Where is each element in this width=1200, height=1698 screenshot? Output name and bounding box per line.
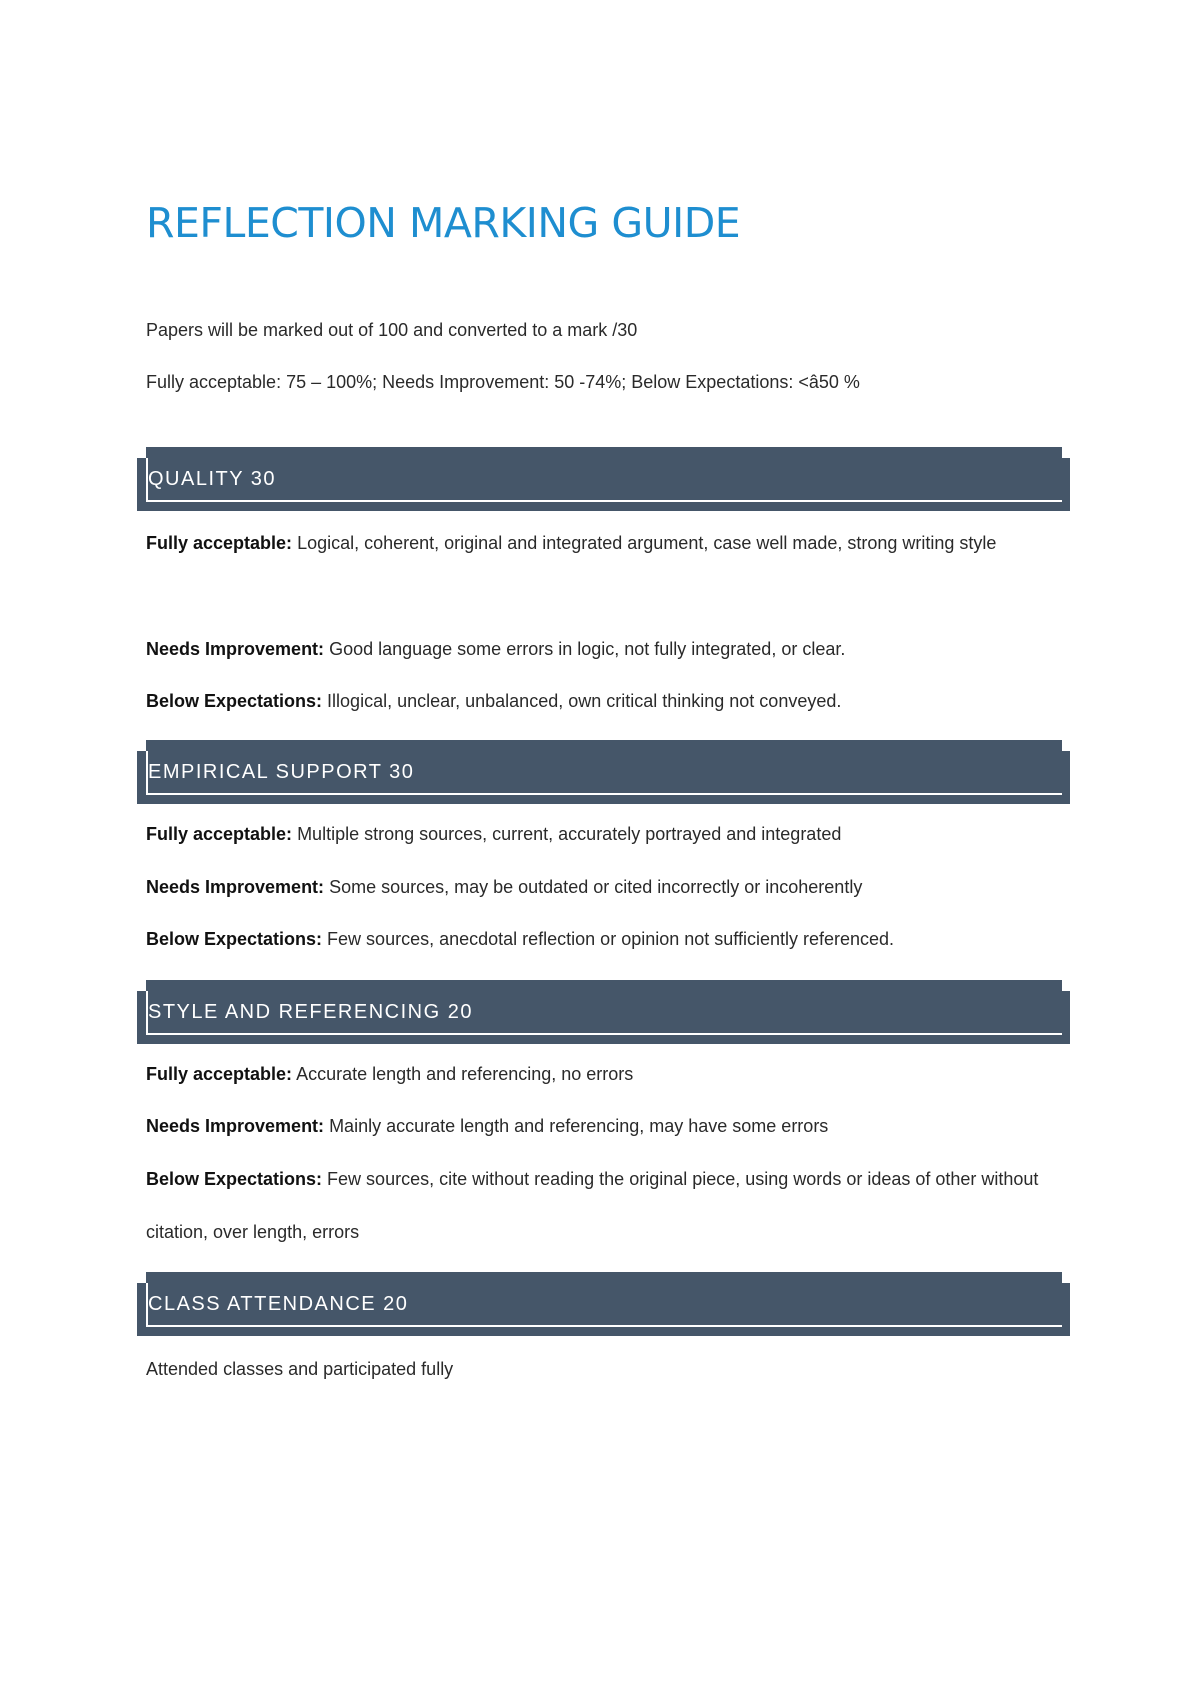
section-heading-label: EMPIRICAL SUPPORT 30 <box>148 761 415 783</box>
criterion-empirical-needs-improvement <box>146 861 1066 914</box>
criterion-empirical-below-expectations <box>146 913 1066 966</box>
criterion-text: Few sources, cite without reading the original piece, using words or ideas of other without citation, over length, errors <box>146 1169 1039 1242</box>
criterion-quality-below-expectations <box>146 675 1066 728</box>
section-heading-style-referencing <box>137 980 1070 1044</box>
section-heading-class-attendance <box>137 1272 1070 1336</box>
section-heading-label: STYLE AND REFERENCING 20 <box>148 1001 473 1023</box>
intro-line-marking: Papers will be marked out of 100 and converted to a mark /30 <box>146 320 638 340</box>
criterion-term: Below Expectations: <box>146 691 323 711</box>
criterion-text: Some sources, may be outdated or cited incorrectly or incoherently <box>324 877 863 897</box>
criterion-term: Fully acceptable: <box>146 1064 293 1084</box>
criterion-empirical-fully-acceptable <box>146 808 1066 861</box>
intro-line-ranges: Fully acceptable: 75 – 100%; Needs Improvement: 50 -74%; Below Expectations: <â50 % <box>146 372 860 392</box>
criterion-term: Needs Improvement: <box>146 877 325 897</box>
criterion-term: Needs Improvement: <box>146 1116 325 1136</box>
criterion-term: Fully acceptable: <box>146 824 293 844</box>
criterion-term: Below Expectations: <box>146 929 323 949</box>
criterion-text: Few sources, anecdotal reflection or opinion not sufficiently referenced. <box>322 929 895 949</box>
criterion-text: Mainly accurate length and referencing, may have some errors <box>324 1116 829 1136</box>
criterion-text: Multiple strong sources, current, accurately portrayed and integrated <box>292 824 842 844</box>
criterion-style-fully-acceptable <box>146 1048 1066 1101</box>
criterion-quality-needs-improvement <box>146 623 1066 676</box>
section-heading-quality <box>137 447 1070 511</box>
section-heading-label: QUALITY 30 <box>148 468 277 490</box>
document-title: REFLECTION MARKING GUIDE <box>146 199 741 247</box>
criterion-quality-fully-acceptable <box>146 517 1066 570</box>
criterion-style-below-expectations <box>146 1153 1066 1259</box>
criterion-text: Logical, coherent, original and integrated argument, case well made, strong writing style <box>292 533 997 553</box>
criterion-text: Good language some errors in logic, not fully integrated, or clear. <box>324 639 846 659</box>
criterion-term: Needs Improvement: <box>146 639 325 659</box>
criterion-term: Below Expectations: <box>146 1169 323 1189</box>
criterion-text: Illogical, unclear, unbalanced, own critical thinking not conveyed. <box>322 691 842 711</box>
criterion-style-needs-improvement <box>146 1100 1066 1153</box>
criterion-attendance-body: Attended classes and participated fully <box>146 1359 454 1379</box>
section-heading-empirical-support <box>137 740 1070 804</box>
criterion-term: Fully acceptable: <box>146 533 293 553</box>
criterion-text: Accurate length and referencing, no errors <box>292 1064 634 1084</box>
section-heading-label: CLASS ATTENDANCE 20 <box>148 1293 409 1315</box>
